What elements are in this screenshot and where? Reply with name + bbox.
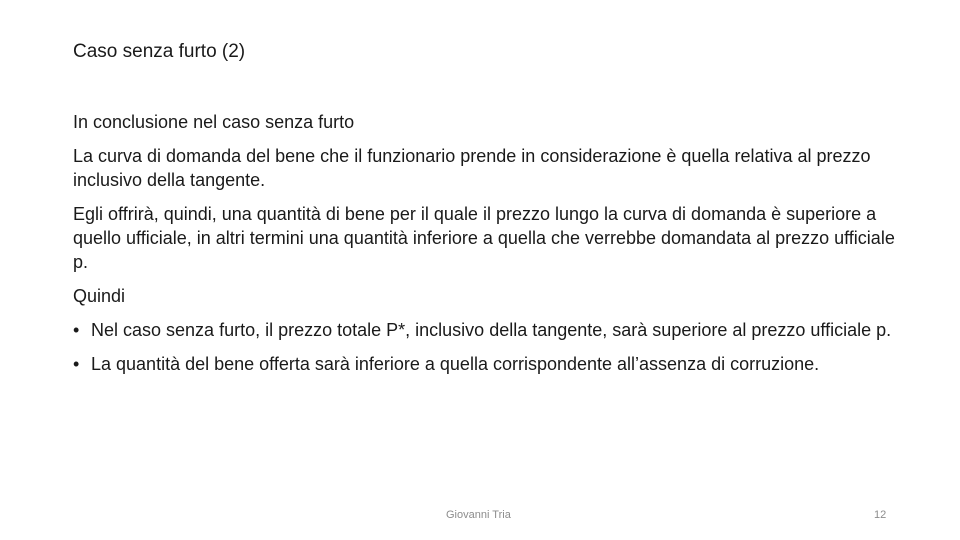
page-number: 12 (874, 509, 887, 521)
paragraph-demand-curve: La curva di domanda del bene che il funzionario prende in considerazione è quella relativa al prezzo inclusivo della tangente. (73, 146, 871, 190)
paragraph-quantity-offered: Egli offrirà, quindi, una quantità di bene per il quale il prezzo lungo la curva di domanda è superiore a quello ufficiale, in altri termini una quantità inferiore a quella che verrebbe domandata al prezzo ufficiale p. (73, 204, 895, 272)
bullet-text: La quantità del bene offerta sarà inferiore a quella corrispondente all’assenza di corruzione. (91, 354, 820, 374)
bullet-item-quantity (73, 352, 903, 376)
bullet-item-total-price (73, 318, 903, 342)
slide-title: Caso senza furto (2) (73, 41, 246, 62)
bullet-icon: • (73, 320, 80, 340)
bullet-icon: • (73, 354, 80, 374)
paragraph-quindi: Quindi (73, 286, 126, 306)
bullet-text: Nel caso senza furto, il prezzo totale P*, inclusivo della tangente, sarà superiore al prezzo ufficiale p. (91, 320, 892, 340)
paragraph-conclusion: In conclusione nel caso senza furto (73, 112, 355, 132)
footer-author: Giovanni Tria (446, 509, 511, 521)
slide-body (73, 110, 903, 386)
bullet-list (73, 318, 903, 376)
